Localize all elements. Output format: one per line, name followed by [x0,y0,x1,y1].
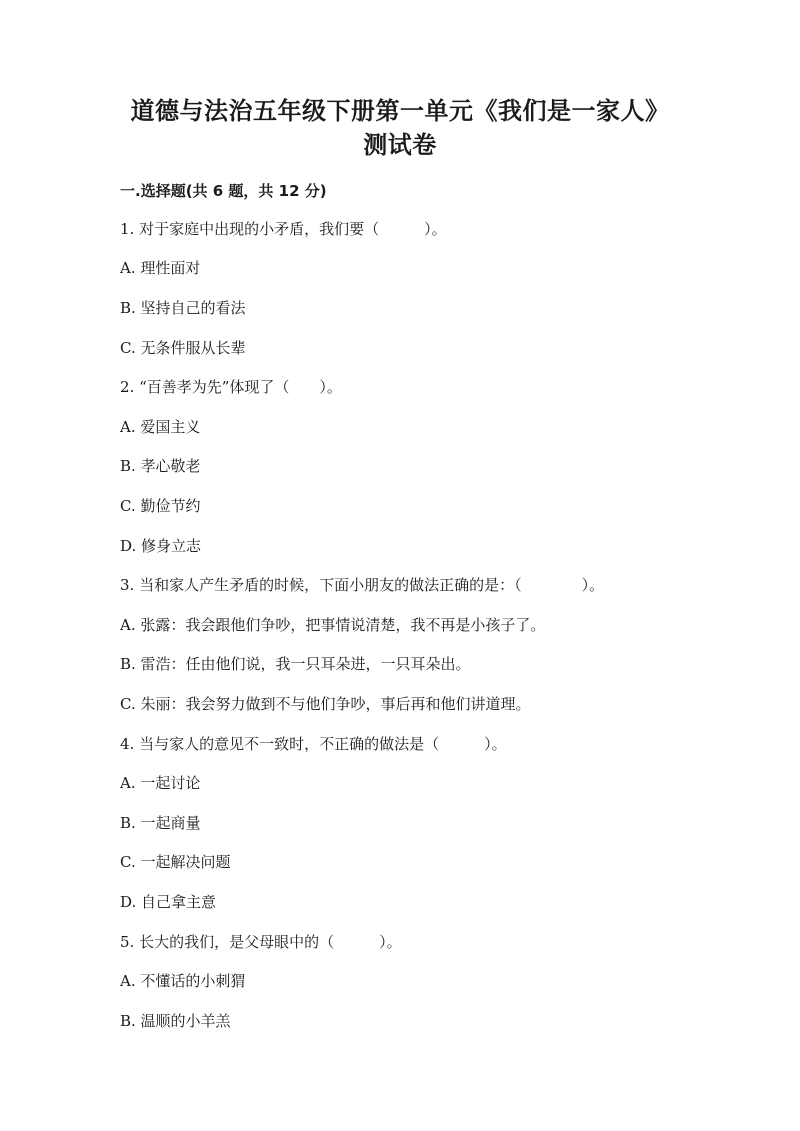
question-1: 1. 对于家庭中出现的小矛盾，我们要（ ）。 [120,220,447,238]
q1-option-a: A. 理性面对 [120,259,201,277]
q1-option-b: B. 坚持自己的看法 [120,299,246,317]
q3-option-c: C. 朱丽：我会努力做到不与他们争吵，事后再和他们讲道理。 [120,695,531,713]
q4-option-b: B. 一起商量 [120,814,201,832]
question-5: 5. 长大的我们，是父母眼中的（ ）。 [120,933,402,951]
page-subtitle: 测试卷 [363,130,437,159]
q5-option-a: A. 不懂话的小刺猬 [120,972,246,990]
q3-option-b: B. 雷浩：任由他们说，我一只耳朵进，一只耳朵出。 [120,655,471,673]
q3-option-a: A. 张露：我会跟他们争吵，把事情说清楚，我不再是小孩子了。 [120,616,546,634]
q4-option-a: A. 一起讨论 [120,774,201,792]
q4-option-d: D. 自己拿主意 [120,893,217,911]
section-heading: 一.选择题(共 6 题，共 12 分) [120,182,327,200]
q2-option-b: B. 孝心敬老 [120,457,201,475]
question-4: 4. 当与家人的意见不一致时，不正确的做法是（ ）。 [120,735,507,753]
question-2: 2. “百善孝为先”体现了（ ）。 [120,378,342,396]
q2-option-c: C. 勤俭节约 [120,497,201,515]
page-title: 道德与法治五年级下册第一单元《我们是一家人》 [130,96,670,125]
q2-option-a: A. 爱国主义 [120,418,201,436]
q5-option-b: B. 温顺的小羊羔 [120,1012,231,1030]
q4-option-c: C. 一起解决问题 [120,853,231,871]
q2-option-d: D. 修身立志 [120,537,202,555]
question-3: 3. 当和家人产生矛盾的时候，下面小朋友的做法正确的是：（ ）。 [120,576,605,594]
q1-option-c: C. 无条件服从长辈 [120,339,246,357]
